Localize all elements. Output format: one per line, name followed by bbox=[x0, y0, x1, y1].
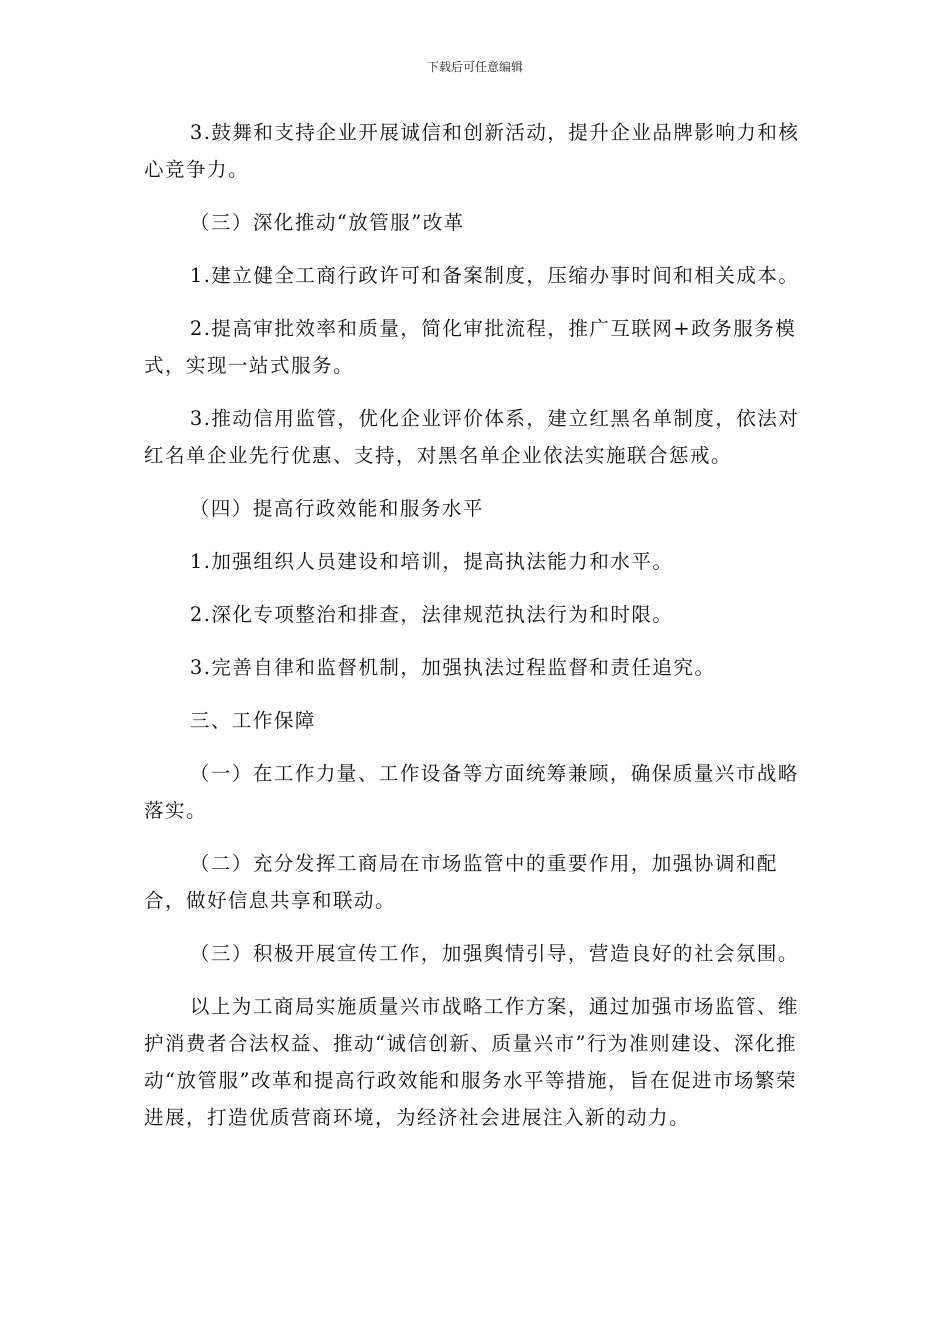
paragraph: 3.鼓舞和支持企业开展诚信和创新活动，提升企业品牌影响力和核心竞争力。 bbox=[144, 121, 800, 181]
section-heading: 三、工作保障 bbox=[189, 709, 316, 732]
paragraph: （三）积极开展宣传工作，加强舆情引导，营造良好的社会氛围。 bbox=[189, 942, 799, 965]
paragraph: 3.完善自律和监督机制，加强执法过程监督和责任追究。 bbox=[189, 656, 716, 679]
header-note: 下载后可任意编辑 bbox=[426, 60, 523, 74]
paragraph: 2.深化专项整治和排查，法律规范执法行为和时限。 bbox=[189, 603, 674, 626]
paragraph: （一）在工作力量、工作设备等方面统筹兼顾，确保质量兴市战略落实。 bbox=[144, 762, 799, 822]
paragraph: （二）充分发挥工商局在市场监管中的重要作用，加强协调和配合，做好信息共享和联动。 bbox=[144, 852, 778, 912]
paragraph: 以上为工商局实施质量兴市战略工作方案，通过加强市场监管、维护消费者合法权益、推动“诚信创新、质量兴市”行为准则建设、深化推动“放管服”改革和提高行政效能和服务水平等措施，旨在促进市场繁荣进展，打造优质营商环境，为经济社会进展注入新的动力。 bbox=[144, 995, 799, 1129]
section-heading: （三）深化推动“放管服”改革 bbox=[189, 211, 465, 234]
paragraph: 3.推动信用监管，优化企业评价体系，建立红黑名单制度，依法对红名单企业先行优惠、支持，对黑名单企业依法实施联合惩戒。 bbox=[144, 407, 800, 467]
section-heading: （四）提高行政效能和服务水平 bbox=[189, 497, 484, 520]
paragraph: 1.加强组织人员建设和培训，提高执法能力和水平。 bbox=[189, 550, 674, 573]
document-body bbox=[144, 114, 814, 1152]
paragraph: 1.建立健全工商行政许可和备案制度，压缩办事时间和相关成本。 bbox=[189, 264, 800, 287]
paragraph: 2.提高审批效率和质量，简化审批流程，推广互联网+政务服务模式，实现一站式服务。 bbox=[144, 317, 797, 377]
